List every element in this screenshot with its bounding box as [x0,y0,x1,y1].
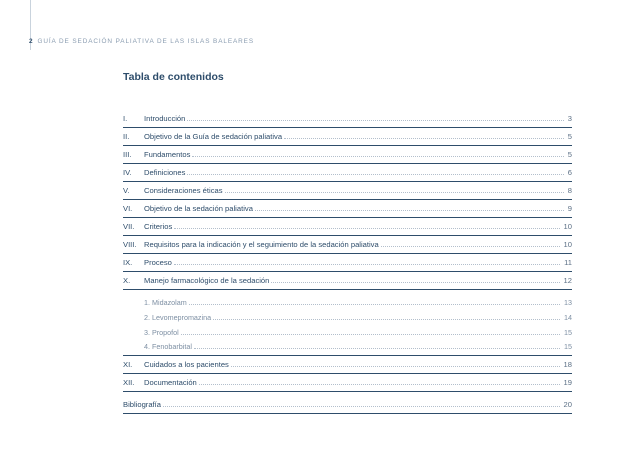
dot-leader [284,138,564,139]
toc-subentry-page: 15 [564,342,572,351]
dot-leader [192,156,563,157]
dot-leader [199,384,560,385]
toc-subentry-label: 4. Fenobarbital [144,342,192,351]
toc-entry-page: 12 [563,276,572,285]
toc-entry-number: IX. [123,258,133,267]
toc-entry-proceso[interactable] [123,254,572,272]
toc-subentry-label: 2. Levomepromazina [144,313,212,322]
table-of-contents [123,110,572,414]
dot-leader [187,120,563,121]
dot-leader [181,334,560,335]
toc-entry-label: Requisitos para la indicación y el seguimiento de la sedación paliativa [144,240,379,249]
toc-entry-label: Manejo farmacológico de la sedación [144,276,270,285]
toc-entry-page: 6 [567,168,572,177]
toc-entry-page: 10 [563,222,572,231]
toc-entry-definiciones[interactable] [123,164,572,182]
toc-entry-label: Consideraciones éticas [144,186,223,195]
dot-leader [189,304,560,305]
toc-entry-objetivo-sedacion[interactable] [123,200,572,218]
toc-subentry-page: 14 [564,313,572,322]
toc-subentry-page: 13 [564,298,572,307]
toc-entry-page: 19 [563,378,572,387]
toc-entry-number: VIII. [123,240,137,249]
toc-entry-number: XII. [123,378,135,387]
toc-entry-bibliografia[interactable] [123,392,572,414]
toc-entry-number: V. [123,186,130,195]
toc-subentry-fenobarbital[interactable] [123,339,572,356]
toc-entry-page: 10 [563,240,572,249]
dot-leader [174,264,560,265]
toc-entry-number: VII. [123,222,135,231]
toc-entry-label: Objetivo de la Guía de sedación paliativa [144,132,283,141]
toc-entry-label: Documentación [144,378,197,387]
dot-leader [174,228,559,229]
dot-leader [225,192,564,193]
toc-entry-number: III. [123,150,132,159]
page-number: 2 [29,38,34,45]
toc-subentry-label: 1. Midazolam [144,298,187,307]
toc-subentry-levomepromazina[interactable] [123,309,572,324]
toc-entry-consideraciones-eticas[interactable] [123,182,572,200]
toc-entry-criterios[interactable] [123,218,572,236]
toc-entry-page: 5 [567,150,572,159]
toc-entry-page: 8 [567,186,572,195]
toc-subentry-propofol[interactable] [123,324,572,339]
toc-entry-label: Criterios [144,222,173,231]
dot-leader [187,174,563,175]
toc-entry-page: 9 [567,204,572,213]
running-title: GUÍA DE SEDACIÓN PALIATIVA DE LAS ISLAS BALEARES [37,38,254,45]
toc-entry-manejo-farmacologico[interactable] [123,272,572,290]
toc-entry-label: Definiciones [144,168,186,177]
toc-entry-label: Objetivo de la sedación paliativa [144,204,253,213]
running-header [29,38,254,45]
toc-entry-requisitos[interactable] [123,236,572,254]
dot-leader [271,282,559,283]
dot-leader [163,406,560,407]
toc-entry-page: 5 [567,132,572,141]
toc-subentry-page: 15 [564,328,572,337]
toc-entry-number: I. [123,114,128,123]
toc-entry-label: Fundamentos [144,150,191,159]
toc-entry-number: IV. [123,168,132,177]
dot-leader [194,348,560,349]
toc-subentry-label: 3. Propofol [144,328,179,337]
toc-entry-number: VI. [123,204,133,213]
toc-entry-label: Proceso [144,258,172,267]
dot-leader [231,366,560,367]
toc-subentry-midazolam[interactable] [123,290,572,309]
dot-leader [381,246,560,247]
toc-entry-label: Bibliografía [123,400,161,409]
dot-leader [255,210,564,211]
toc-entry-number: II. [123,132,130,141]
toc-entry-cuidados[interactable] [123,356,572,374]
toc-entry-page: 3 [567,114,572,123]
dot-leader [213,319,560,320]
toc-entry-page: 18 [563,360,572,369]
toc-entry-objetivo-guia[interactable] [123,128,572,146]
toc-entry-number: X. [123,276,131,285]
toc-entry-page: 20 [563,400,572,409]
toc-entry-label: Introducción [144,114,186,123]
toc-entry-fundamentos[interactable] [123,146,572,164]
toc-entry-label: Cuidados a los pacientes [144,360,229,369]
toc-title: Tabla de contenidos [123,71,224,83]
toc-entry-documentacion[interactable] [123,374,572,392]
toc-entry-number: XI. [123,360,133,369]
toc-entry-introduccion[interactable] [123,110,572,128]
toc-entry-page: 11 [564,258,572,267]
